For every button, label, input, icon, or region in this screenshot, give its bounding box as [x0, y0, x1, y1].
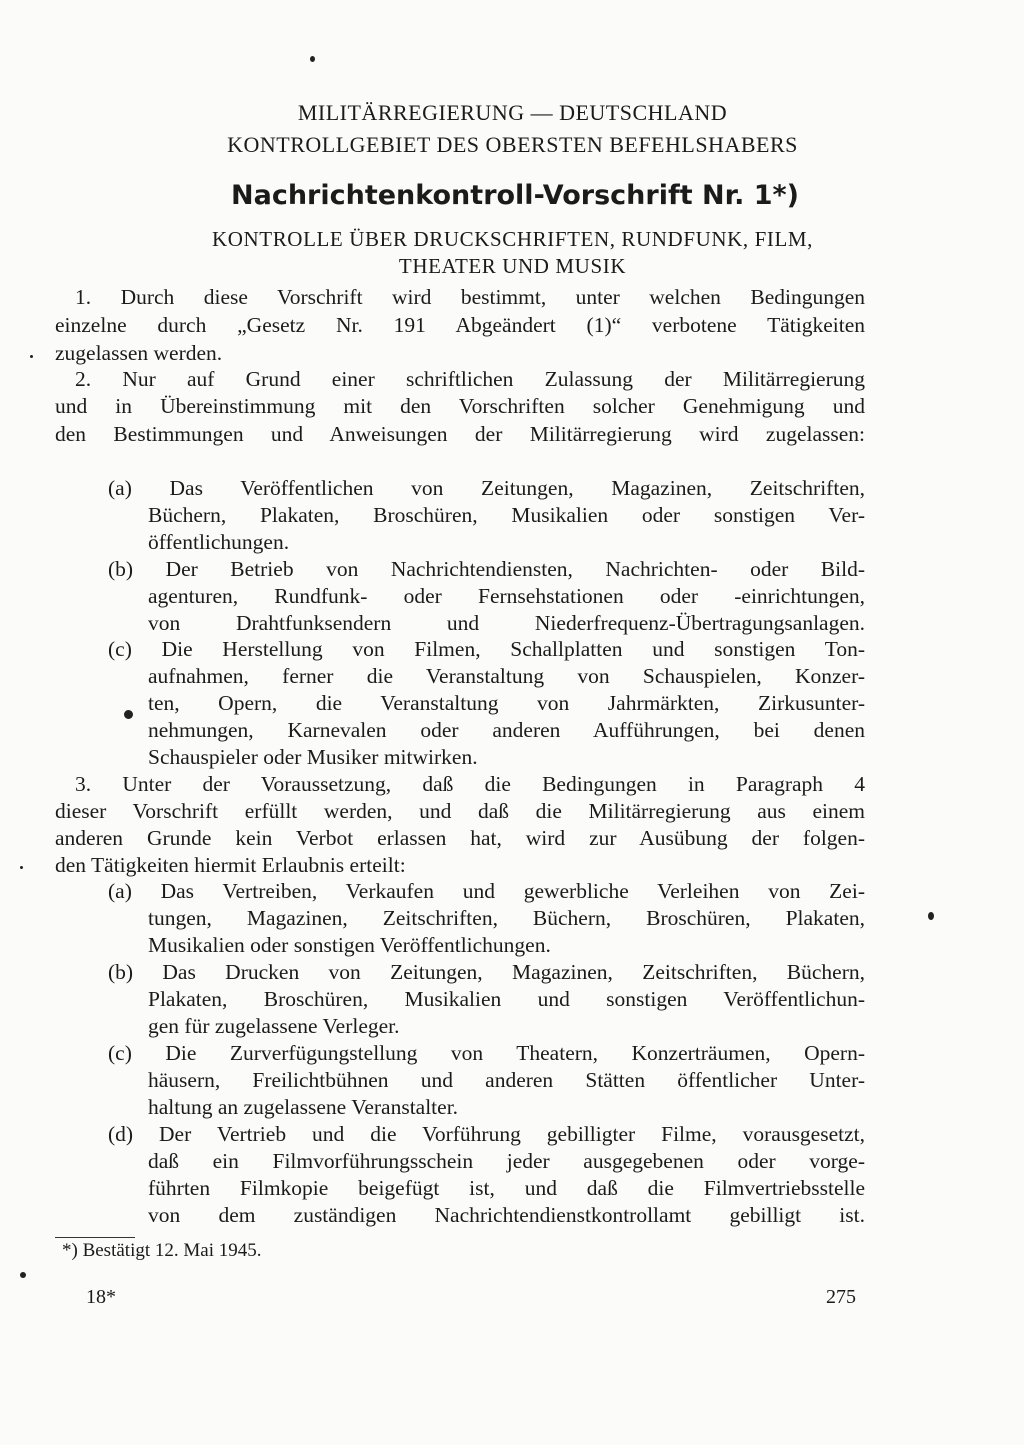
- scan-speck: [20, 866, 23, 869]
- paragraph-3-line-1: 3. Unter der Voraussetzung, daß die Bedingungen in Paragraph 4: [75, 772, 865, 796]
- item-3d-line-4: von dem zuständigen Nachrichtendienstkontrollamt gebilligt ist.: [148, 1203, 865, 1227]
- header-military-government: MILITÄRREGIERUNG — DEUTSCHLAND: [297, 100, 728, 125]
- item-2b-line-3: von Drahtfunksendern und Niederfrequenz-Übertragungsanlagen.: [148, 611, 865, 635]
- paragraph-2-line-2: und in Übereinstimmung mit den Vorschriften solcher Genehmigung und: [55, 394, 865, 418]
- paragraph-3-line-3: anderen Grunde kein Verbot erlassen hat, wird zur Ausübung der folgen-: [55, 826, 865, 850]
- subtitle-line-1: KONTROLLE ÜBER DRUCKSCHRIFTEN, RUNDFUNK, FILM,: [211, 227, 814, 251]
- item-3c-line-2: häusern, Freilichtbühnen und anderen Stätten öffentlicher Unter-: [148, 1068, 865, 1092]
- item-3c-line-1: (c) Die Zurverfügungstellung von Theatern, Konzerträumen, Opern-: [108, 1041, 865, 1065]
- footnote-rule: [55, 1237, 135, 1238]
- item-3a-line-1: (a) Das Vertreiben, Verkaufen und gewerbliche Verleihen von Zei-: [108, 879, 865, 903]
- paragraph-1-line-3: zugelassen werden.: [55, 341, 223, 365]
- scan-speck: [310, 56, 315, 62]
- item-2b-line-1: (b) Der Betrieb von Nachrichtendiensten, Nachrichten- oder Bild-: [108, 557, 865, 581]
- item-3a-line-2: tungen, Magazinen, Zeitschriften, Büchern, Broschüren, Plakaten,: [148, 906, 865, 930]
- paragraph-1-line-2: einzelne durch „Gesetz Nr. 191 Abgeändert (1)“ verbotene Tätigkeiten: [55, 313, 865, 337]
- item-2a-line-3: öffentlichungen.: [148, 530, 290, 554]
- page-number: 275: [826, 1286, 856, 1308]
- header-control-area: KONTROLLGEBIET DES OBERSTEN BEFEHLSHABERS: [227, 132, 798, 157]
- item-2c-line-5: Schauspieler oder Musiker mitwirken.: [148, 745, 478, 769]
- item-2c-line-2: aufnahmen, ferner die Veranstaltung von Schauspielen, Konzer-: [148, 664, 865, 688]
- signature-mark: 18*: [86, 1286, 116, 1308]
- document-title: Nachrichtenkontroll-Vorschrift Nr. 1*): [231, 180, 799, 211]
- paragraph-1-line-1: 1. Durch diese Vorschrift wird bestimmt, unter welchen Bedingungen: [75, 285, 865, 309]
- item-3b-line-3: gen für zugelassene Verleger.: [148, 1014, 400, 1038]
- item-3d-line-1: (d) Der Vertrieb und die Vorführung gebilligter Filme, vorausgesetzt,: [108, 1122, 865, 1146]
- scan-speck: [124, 710, 133, 719]
- item-2c-line-3: ten, Opern, die Veranstaltung von Jahrmärkten, Zirkusunter-: [148, 691, 865, 715]
- scan-speck: [928, 912, 934, 920]
- subtitle-line-2: THEATER UND MUSIK: [398, 254, 627, 278]
- item-2c-line-1: (c) Die Herstellung von Filmen, Schallplatten und sonstigen Ton-: [108, 637, 865, 661]
- scan-speck: [30, 355, 33, 358]
- item-2c-line-4: nehmungen, Karnevalen oder anderen Aufführungen, bei denen: [148, 718, 865, 742]
- scan-speck: [20, 1272, 26, 1278]
- item-3d-line-3: führten Filmkopie beigefügt ist, und daß die Filmvertriebsstelle: [148, 1176, 865, 1200]
- footnote: *) Bestätigt 12. Mai 1945.: [62, 1240, 262, 1261]
- paragraph-2-line-3: den Bestimmungen und Anweisungen der Militärregierung wird zugelassen:: [55, 422, 865, 446]
- item-2b-line-2: agenturen, Rundfunk- oder Fernsehstationen oder -einrichtungen,: [148, 584, 865, 608]
- item-3d-line-2: daß ein Filmvorführungsschein jeder ausgegebenen oder vorge-: [148, 1149, 865, 1173]
- paragraph-2-line-1: 2. Nur auf Grund einer schriftlichen Zulassung der Militärregierung: [75, 367, 865, 391]
- item-2a-line-1: (a) Das Veröffentlichen von Zeitungen, Magazinen, Zeitschriften,: [108, 476, 865, 500]
- item-2a-line-2: Büchern, Plakaten, Broschüren, Musikalien oder sonstigen Ver-: [148, 503, 865, 527]
- item-3b-line-1: (b) Das Drucken von Zeitungen, Magazinen, Zeitschriften, Büchern,: [108, 960, 865, 984]
- paragraph-3-line-4: den Tätigkeiten hiermit Erlaubnis erteilt:: [55, 853, 406, 877]
- item-3b-line-2: Plakaten, Broschüren, Musikalien und sonstigen Veröffentlichun-: [148, 987, 865, 1011]
- item-3a-line-3: Musikalien oder sonstigen Veröffentlichungen.: [148, 933, 551, 957]
- item-3c-line-3: haltung an zugelassene Veranstalter.: [148, 1095, 459, 1119]
- paragraph-3-line-2: dieser Vorschrift erfüllt werden, und daß die Militärregierung aus einem: [55, 799, 865, 823]
